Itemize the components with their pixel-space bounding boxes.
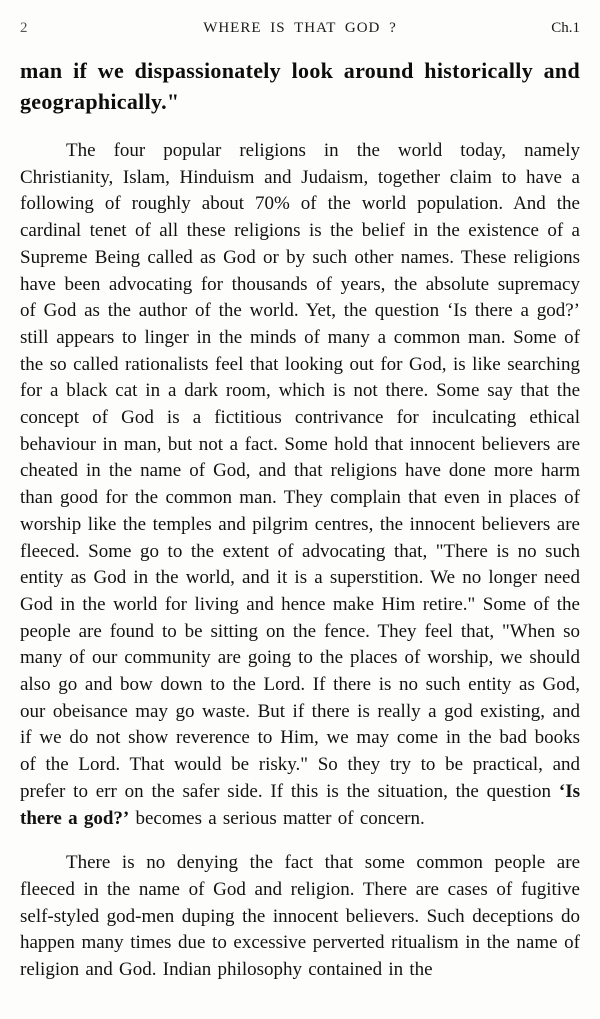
chapter-label: Ch.1	[551, 20, 580, 36]
paragraph-text-after: becomes a serious matter of concern.	[129, 807, 425, 829]
page-header	[20, 20, 580, 37]
paragraph-text: The four popular religions in the world today, namely Christianity, Islam, Hinduism and Judaism, together claim to have a following of roughly about 70% of the world population. And the cardinal tenet of all these religions is the belief in the existence of a Supreme Being called as God or by such other names. These religions have been advocating for thousands of years, the absolute supremacy of God as the author of the world. Yet, the question ‘Is there a god?’ still appears to linger in the minds of many a common man. Some of the so called rationalists feel that looking out for God, is like searching for a black cat in a dark room, which is not there. Some say that the concept of God is a fictitious contrivance for inculcating ethical behaviour in man, but not a fact. Some hold that innocent believers are cheated in the name of God, and that religions have done more harm than good for the common man. They complain that even in places of worship like the temples and pilgrim centres, the innocent believers are fleeced. Some go to the extent of advocating that, "There is no such entity as God in the world, and it is a superstition. We no longer need God in the world for living and hence make Him retire." Some of the people are found to be sitting on the fence. They feel that, "When so many of our community are going to the places of worship, we should also go and bow down to the Lord. If there is no such entity as God, our obeisance may go waste. But if there is really a god existing, and if we do not show reverence to Him, we may come in the bad books of the Lord. That would be risky." So they try to be practical, and prefer to err on the safer side. If this is the situation, the question	[20, 140, 580, 802]
bold-question-phrase: ‘Is there a god?’	[20, 780, 580, 829]
paragraph-religions	[20, 138, 580, 832]
paragraph-deceptions: There is no denying the fact that some common people are fleeced in the name of God and religion. There are cases of fugitive self-styled god-men duping the innocent believers. Such deceptions do happen many times due to excessive perverted ritualism in the name of religion and God. Indian philosophy contained in the	[20, 852, 580, 981]
page-number: 2	[20, 20, 28, 36]
running-title: WHERE IS THAT GOD ?	[203, 20, 397, 36]
headline-continued-quote: man if we dispassionately look around historically and geographically."	[20, 58, 580, 114]
